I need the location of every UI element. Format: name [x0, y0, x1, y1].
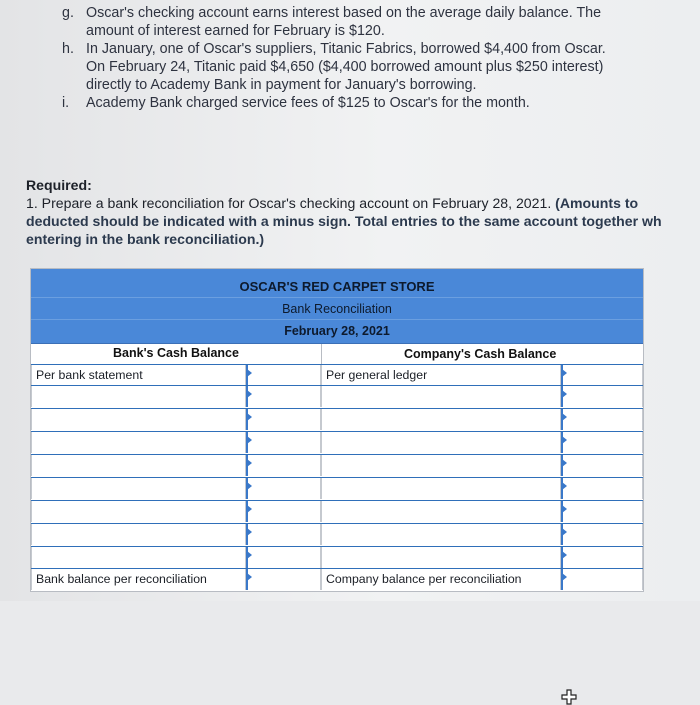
bank-description-input[interactable]: [31, 455, 246, 476]
input-marker-icon: [562, 505, 567, 513]
item-g-line: amount of interest earned for February is $120.: [86, 23, 385, 39]
input-marker-icon: [247, 482, 252, 490]
company-amount-input[interactable]: [561, 365, 643, 386]
input-marker-icon: [247, 436, 252, 444]
company-description-input[interactable]: [321, 501, 561, 522]
company-description-input[interactable]: [321, 432, 561, 453]
table-row: [31, 408, 643, 430]
input-marker-icon: [247, 528, 252, 536]
bank-column-header: [31, 344, 321, 364]
company-description-input[interactable]: [321, 547, 561, 568]
item-i: [62, 94, 692, 112]
table-row: [31, 431, 643, 453]
company-amount-input[interactable]: [561, 501, 643, 522]
bank-column-header-text: Bank's Cash Balance: [113, 346, 239, 360]
required-section: [26, 176, 700, 248]
item-i-line: Academy Bank charged service fees of $125 to Oscar's for the month.: [86, 95, 530, 111]
input-marker-icon: [562, 459, 567, 467]
company-description-input[interactable]: [321, 455, 561, 476]
bank-description-input[interactable]: [31, 386, 246, 407]
bank-description-input[interactable]: [31, 501, 246, 522]
item-i-marker: i.: [62, 95, 70, 111]
input-marker-icon: [562, 369, 567, 377]
bank-label-cell: Per bank statement: [31, 365, 246, 386]
company-column-header-text: Company's Cash Balance: [404, 347, 557, 361]
input-marker-icon: [247, 369, 252, 377]
table-row: [31, 364, 643, 386]
company-amount-input[interactable]: [561, 478, 643, 499]
bank-amount-input[interactable]: [246, 365, 321, 386]
bank-label-cell: Bank balance per reconciliation: [31, 569, 246, 590]
bank-amount-input[interactable]: [246, 547, 321, 568]
company-amount-input[interactable]: [561, 455, 643, 476]
company-label-cell: Per general ledger: [321, 365, 561, 386]
item-h: [62, 40, 692, 94]
input-marker-icon: [247, 573, 252, 581]
input-marker-icon: [247, 390, 252, 398]
bank-amount-input[interactable]: [246, 455, 321, 476]
item-g-line: Oscar's checking account earns interest based on the average daily balance. The: [86, 5, 602, 21]
input-marker-icon: [562, 573, 567, 581]
form-header: [31, 269, 643, 344]
form-title: Bank Reconciliation: [282, 302, 392, 316]
company-label-cell: Company balance per reconciliation: [321, 569, 561, 590]
table-row: [31, 523, 643, 545]
bank-description-input[interactable]: [31, 478, 246, 499]
input-marker-icon: [247, 459, 252, 467]
required-line-1-text: 1. Prepare a bank reconciliation for Oscar's checking account on February 28, 2021.: [26, 195, 552, 211]
company-name: OSCAR'S RED CARPET STORE: [239, 279, 435, 294]
header-divider: [31, 319, 643, 320]
input-marker-icon: [562, 551, 567, 559]
bank-amount-input[interactable]: [246, 478, 321, 499]
form-date: February 28, 2021: [284, 324, 390, 338]
input-marker-icon: [247, 551, 252, 559]
table-row: [31, 454, 643, 476]
company-amount-input[interactable]: [561, 432, 643, 453]
input-marker-icon: [562, 413, 567, 421]
header-divider: [31, 297, 643, 298]
bank-amount-input[interactable]: [246, 432, 321, 453]
bank-description-input[interactable]: [31, 409, 246, 430]
bank-amount-input[interactable]: [246, 409, 321, 430]
company-amount-input[interactable]: [561, 547, 643, 568]
item-h-line: On February 24, Titanic paid $4,650 ($4,400 borrowed amount plus $250 interest): [86, 59, 604, 75]
table-row: [31, 546, 643, 568]
input-marker-icon: [562, 436, 567, 444]
required-line-1-bold: (Amounts to: [551, 195, 639, 211]
table-row: [31, 477, 643, 499]
input-marker-icon: [247, 505, 252, 513]
required-line-2: deducted should be indicated with a minus sign. Total entries to the same account together wh: [26, 213, 662, 229]
required-line-1: [26, 194, 700, 212]
company-description-input[interactable]: [321, 478, 561, 499]
item-h-line: In January, one of Oscar's suppliers, Titanic Fabrics, borrowed $4,400 from Oscar.: [86, 41, 606, 57]
bank-description-input[interactable]: [31, 547, 246, 568]
company-description-input[interactable]: [321, 524, 561, 545]
required-line-3: entering in the bank reconciliation.): [26, 231, 265, 247]
item-h-marker: h.: [62, 41, 74, 57]
table-row: [31, 385, 643, 407]
input-marker-icon: [247, 413, 252, 421]
company-description-input[interactable]: [321, 386, 561, 407]
input-marker-icon: [562, 482, 567, 490]
problem-text: [62, 4, 692, 112]
required-heading: Required:: [26, 177, 92, 193]
company-amount-input[interactable]: [561, 524, 643, 545]
bank-amount-input[interactable]: [246, 501, 321, 522]
company-amount-input[interactable]: [561, 386, 643, 407]
item-h-line: directly to Academy Bank in payment for January's borrowing.: [86, 77, 477, 93]
input-marker-icon: [562, 528, 567, 536]
company-description-input[interactable]: [321, 409, 561, 430]
input-marker-icon: [562, 390, 567, 398]
company-column-header: [321, 344, 644, 364]
table-row: [31, 500, 643, 522]
company-amount-input[interactable]: [561, 409, 643, 430]
bank-description-input[interactable]: [31, 432, 246, 453]
move-cursor-icon: [561, 689, 577, 705]
item-g: [62, 4, 692, 40]
bank-reconciliation-form: [30, 268, 644, 592]
bank-amount-input[interactable]: [246, 569, 321, 590]
item-g-marker: g.: [62, 5, 74, 21]
bank-description-input[interactable]: [31, 524, 246, 545]
table-row: [31, 568, 643, 590]
bank-amount-input[interactable]: [246, 386, 321, 407]
company-amount-input[interactable]: [561, 569, 643, 590]
bank-amount-input[interactable]: [246, 524, 321, 545]
